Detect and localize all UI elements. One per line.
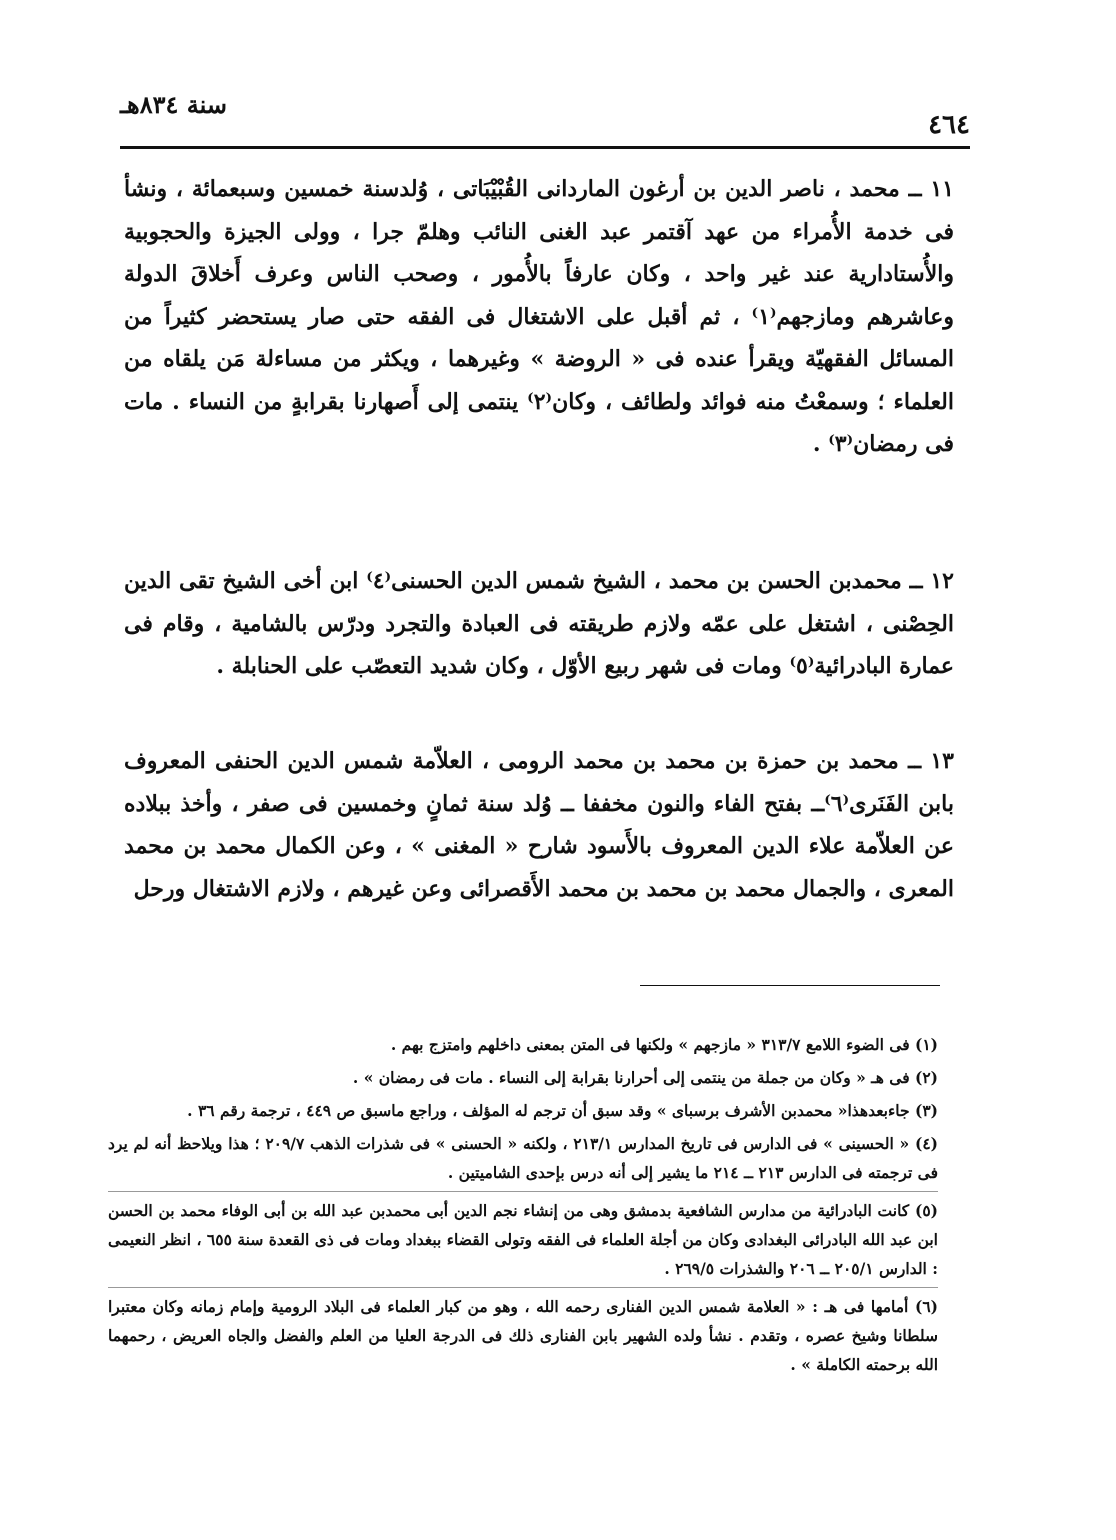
entry-text: ١٣ ــ محمد بن حمزة بن محمد بن محمد الرومى ، العلاّمة شمس الدين الحنفى المعروف بابن الفَنَرى⁽٦⁾ــ بفتح الفاء والنون مخففا ــ وُلد سنة ثمانٍ وخمسين فى صفر ، وأخذ ببلاده عن العلاّمة علاء الدين المعروف بالأَسود شارح « المغنى » ، وعن الكمال محمد بن محمد المعرى ، والجمال محمد بن محمد بن محمد الأَقصرائى وعن غيرهم ، ولازم الاشتغال ورحل: [124, 748, 954, 902]
header-rule: [120, 146, 970, 149]
footnote-1: (١) فى الضوء اللامع ٣١٣/٧ « مازجهم » ولكنها فى المتن بمعنى داخلهم وامتزج بهم .: [390, 1035, 938, 1054]
footnotes: [108, 1030, 938, 1383]
entry-12: [124, 560, 954, 688]
footnote-separator: [640, 985, 940, 986]
footnote-6: (٦) أمامها فى هـ : « العلامة شمس الدين الفنارى رحمه الله ، وهو من كبار العلماء فى البلاد الرومية وإمام زمانه وكان معتبرا سلطانا وشيخ عصره ، وتقدم . نشأ ولده الشهير بابن الفنارى ذلك فى الدرجة العليا من العلم والفضل والجاه العريض ، رحمهما الله برحمته الكاملة » .: [108, 1287, 938, 1379]
entry-text: ١١ ــ محمد ، ناصر الدين بن أرغون الماردانى القُبْيْبَاتى ، وُلدسنة خمسين وسبعمائة ، ونشأ فى خدمة الأُمراء من عهد آقتمر عبد الغنى النائب وهلمّ جرا ، وولى الجيزة والحجوبية والأُستادارية عند غير واحد ، وكان عارفاً بالأُمور ، وصحب الناس وعرف أَخلاقَ الدولة وعاشرهم ومازجهم⁽١⁾ ، ثم أقبل على الاشتغال فى الفقه حتى صار يستحضر كثيراً من المسائل الفقهيّة ويقرأ عنده فى « الروضة » وغيرهما ، ويكثر من مساءلة مَن يلقاه من العلماء ؛ وسمعْتُ منه فوائد ولطائف ، وكان⁽٢⁾ ينتمى إلى أَصهارنا بقرابةٍ من النساء . مات فى رمضان⁽٣⁾ .: [124, 176, 955, 457]
footnote-2: (٢) فى هـ « وكان من جملة من ينتمى إلى أحرارنا بقرابة إلى النساء . مات فى رمضان » .: [352, 1068, 938, 1087]
entry-13: [124, 740, 954, 910]
page-number: ٤٦٤: [928, 110, 970, 140]
entry-11: [124, 168, 954, 466]
footnote-3: (٣) جاءبعدهذا« محمدبن الأشرف برسباى » وقد سبق أن ترجم له المؤلف ، وراجع ماسبق ص ٤٤٩ ، ترجمة رقم ٣٦ .: [187, 1101, 938, 1120]
year-label: سنة ٨٣٤هـ: [120, 90, 227, 119]
footnote-5: (٥) كانت البادرائية من مدارس الشافعية بدمشق وهى من إنشاء نجم الدين أبى محمدبن عبد الله بن أبى الوفاء محمد بن الحسن ابن عبد الله البادرائى البغدادى وكان من أجلة العلماء فى الفقه وتولى القضاء ببغداد ومات فى ذى القعدة سنة ٦٥٥ ، انظر النعيمى : الدارس ٢٠٥/١ ــ ٢٠٦ والشذرات ٢٦٩/٥ .: [108, 1191, 938, 1283]
footnote-4: (٤) « الحسينى » فى الدارس فى تاريخ المدارس ٢١٣/١ ، ولكنه « الحسنى » فى شذرات الذهب ٢٠٩/٧ ؛ هذا ويلاحظ أنه لم يرد فى ترجمته فى الدارس ٢١٣ ــ ٢١٤ ما يشير إلى أنه درس بإحدى الشاميتين .: [108, 1134, 939, 1182]
page-header: [120, 88, 970, 148]
entry-text: ١٢ ــ محمدبن الحسن بن محمد ، الشيخ شمس الدين الحسنى⁽٤⁾ ابن أخى الشيخ تقى الدين الحِصْنى ، اشتغل على عمّه ولازم طريقته فى العبادة والتجرد ودرّس بالشامية ، وقام فى عمارة البادرائية⁽٥⁾ ومات فى شهر ربيع الأوّل ، وكان شديد التعصّب على الحنابلة .: [124, 568, 954, 679]
